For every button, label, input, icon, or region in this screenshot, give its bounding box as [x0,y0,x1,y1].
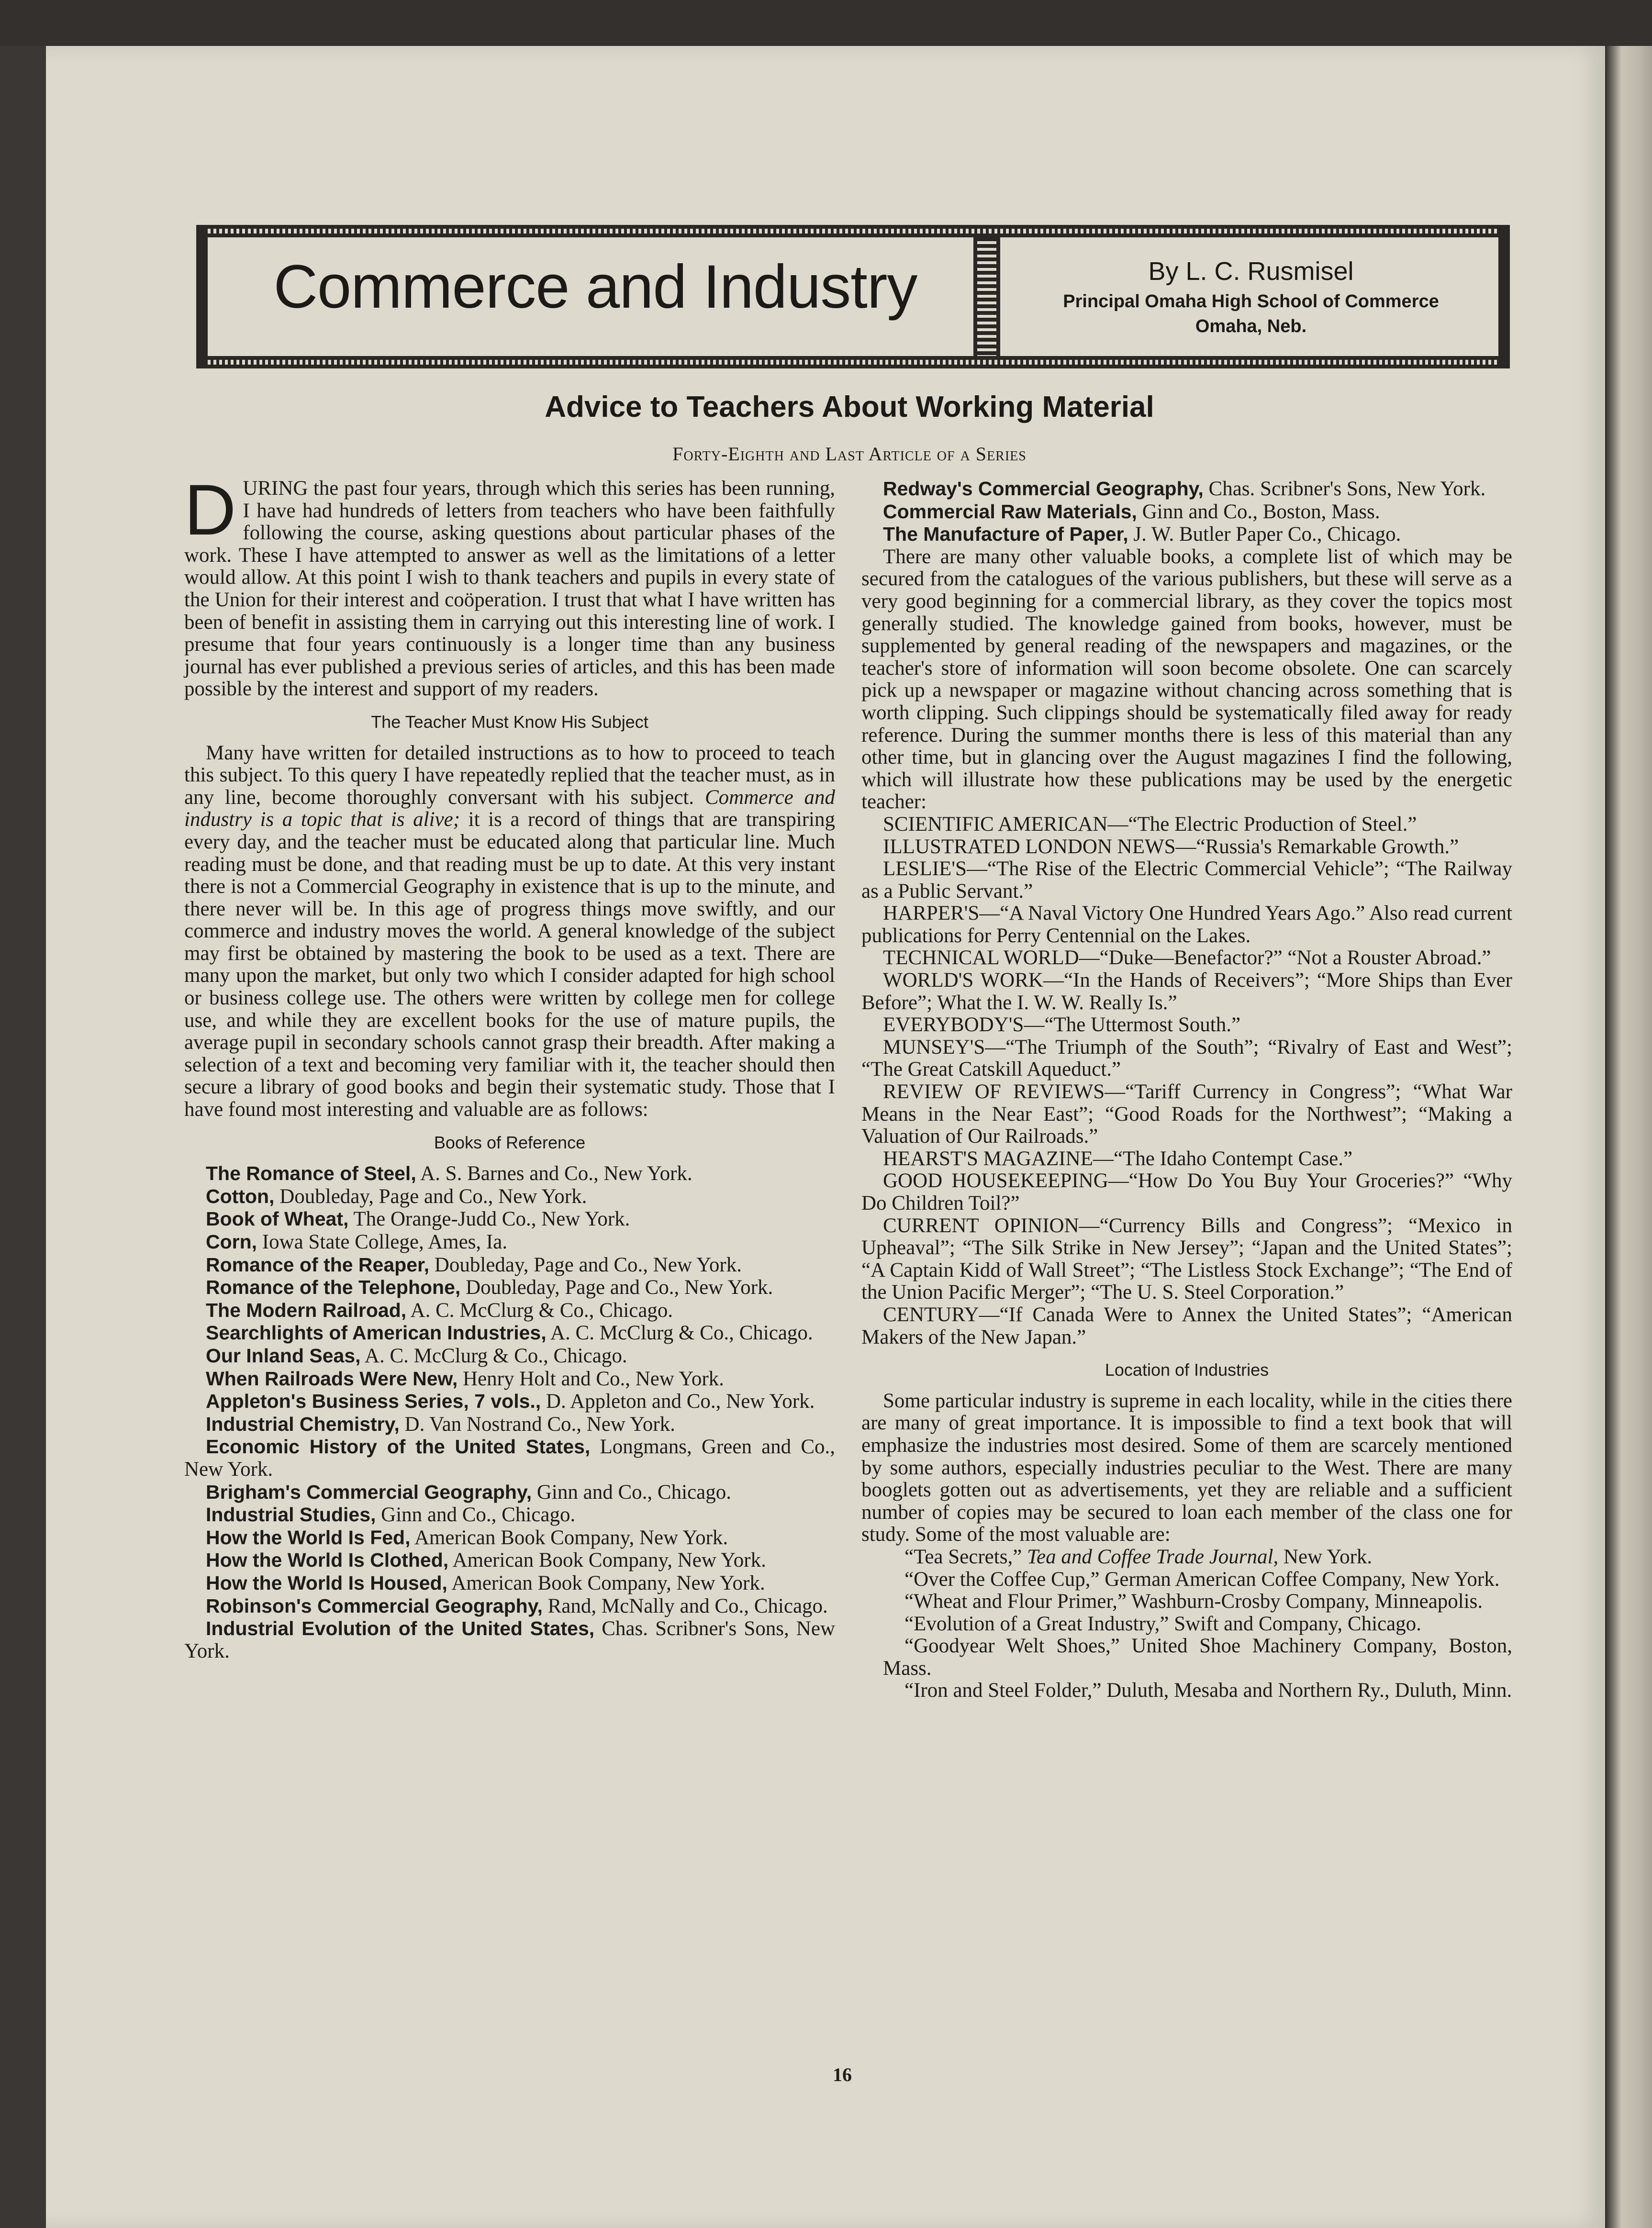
magazine-entry: REVIEW OF REVIEWS—“Tariff Currency in Congress”; “What War Means in the Near East”; “Good Roads for the Northwest”; “Making a Valuation of Our Railroads.” [861,1081,1512,1148]
book-entry [184,1504,835,1526]
book-title: The Manufacture of Paper, [883,523,1128,546]
booklet-list [861,1546,1512,1702]
books-list-right [861,478,1512,546]
book-publisher: Chas. Scribner's Sons, New York. [1203,478,1486,500]
magazine-entry: TECHNICAL WORLD—“Duke—Benefactor?” “Not a Rouster Abroad.” [883,947,1491,969]
book-title: Romance of the Reaper, [206,1253,430,1276]
section-heading-books: Books of Reference [434,1132,586,1152]
book-publisher: A. C. McClurg & Co., Chicago. [406,1299,673,1322]
booklet-text: “Iron and Steel Folder,” Duluth, Mesaba and Northern Ry., Duluth, Minn. [904,1679,1512,1702]
book-title: Industrial Studies, [206,1504,376,1526]
book-title: Cotton, [206,1185,275,1207]
book-title: How the World Is Clothed, [206,1549,449,1571]
next-page-edge [1605,46,1652,2228]
book-entry [184,1345,835,1368]
book-publisher: Doubleday, Page and Co., New York. [460,1276,773,1299]
booklet-text: “Goodyear Welt Shoes,” United Shoe Machinery Company, Boston, Mass. [883,1635,1512,1680]
book-entry [184,1617,835,1662]
magazine-entry: CURRENT OPINION—“Currency Bills and Congress”; “Mexico in Upheaval”; “The Silk Strike in New Jersey”; “Japan and the United States”; “A Captain Kidd of Wall Street”; “The Listless Stock Exchange”; “The End of the Union Pacific Merger”; “The U. S. Steel Corporation.” [861,1214,1512,1304]
book-publisher: Ginn and Co., Chicago. [376,1504,576,1526]
booklet-entry [861,1680,1512,1702]
booklet-entry [861,1546,1512,1569]
book-publisher: D. Appleton and Co., New York. [541,1390,815,1413]
section1-text-b: it is a record of things that are transpiring every day, and the teacher must be educated along that particular line. Much reading must be done, and that reading must be up to date. At this very instant there is not a Commercial Geography in existence that is up to the minute, and there never will be. In this age of progress things move swiftly, and our commerce and industry moves the world. A general knowledge of the subject may first be obtained by mastering the book to be used as a text. There are many upon the market, but only two which I consider adapted for high school or business college use. The others were written by college men for college use, and while they are excellent books for the use of mature pupils, the average pupil in secondary schools cannot grasp their breadth. After making a selection of a text and becoming very familiar with it, the teacher should then secure a library of good books and begin their systematic study. Those that I have found most interesting and valuable are as follows: [184,808,835,1121]
section-banner [196,225,1510,368]
book-entry [184,1254,835,1277]
book-publisher: Rand, McNally and Co., Chicago. [542,1594,828,1617]
book-publisher: A. S. Barnes and Co., New York. [416,1162,692,1185]
section-heading-location: Location of Industries [1105,1360,1269,1380]
author-location: Omaha, Neb. [1195,316,1307,336]
article-subhead: Forty-Eighth and Last Article of a Series [672,443,1027,465]
magazine-entry: HEARST'S MAGAZINE—“The Idaho Contempt Case.” [883,1147,1353,1170]
booklet-italic: Tea and Coffee Trade Journal, [1027,1545,1279,1568]
section1-text-a: Many have written for detailed instructions as to how to proceed to teach this subject. To this query I have repeatedly replied that the teacher must, as in any line, become thoroughly conversant with his subject. [184,741,835,809]
left-column [184,469,836,1662]
book-publisher: Henry Holt and Co., New York. [458,1367,724,1390]
book-title: Searchlights of American Industries, [206,1322,547,1344]
magazine-entry: SCIENTIFIC AMERICAN—“The Electric Production of Steel.” [883,813,1417,836]
book-entry [184,1231,835,1254]
section-title: Commerce and Industry [273,253,917,321]
book-entry [184,1208,835,1231]
booklet-text: “Wheat and Flour Primer,” Washburn-Crosby Company, Minneapolis. [904,1590,1483,1613]
book-entry [184,1436,835,1481]
banner-divider [973,237,1000,356]
book-entry [184,1481,835,1504]
book-entry [184,1572,835,1595]
book-publisher: Ginn and Co., Boston, Mass. [1137,500,1380,523]
booklet-entry [861,1635,1512,1680]
booklet-entry [861,1613,1512,1636]
booklet-text: “Tea Secrets,” [904,1545,1027,1568]
right-column [861,478,1512,1702]
book-title: The Romance of Steel, [206,1162,416,1185]
book-title: Our Inland Seas, [206,1344,361,1367]
booklet-entry [861,1569,1512,1591]
book-title: How the World Is Fed, [206,1526,411,1548]
book-publisher: A. C. McClurg & Co., Chicago. [546,1322,813,1345]
book-title: The Modern Railroad, [206,1299,407,1321]
book-entry [861,523,1512,546]
author-byline: By L. C. Rusmisel [1148,257,1354,286]
books-list-left [184,1162,835,1662]
book-publisher: D. Van Nostrand Co., New York. [399,1413,675,1436]
drop-cap: D [184,469,236,550]
section1-italic: Commerce and industry is a topic that is alive; [184,786,835,831]
book-publisher: Chas. Scribner's Sons, New York. [184,1617,835,1662]
book-title: Book of Wheat, [206,1208,349,1230]
book-entry [184,1390,835,1413]
book-entry [861,478,1512,501]
book-title: Robinson's Commercial Geography, [206,1594,543,1617]
magazine-entry: MUNSEY'S—“The Triumph of the South”; “Rivalry of East and West”; “The Great Catskill Aqueduct.” [861,1036,1512,1081]
scan-background-top [0,0,1652,46]
book-entry [184,1549,835,1572]
page-number: 16 [833,2064,852,2085]
book-title: Corn, [206,1231,257,1253]
book-publisher: Doubleday, Page and Co., New York. [429,1253,742,1276]
book-title: Industrial Chemistry, [206,1413,400,1435]
magazine-list [861,813,1512,1348]
book-publisher: American Book Company, New York. [410,1526,728,1549]
book-title: Industrial Evolution of the United States, [206,1617,595,1640]
book-entry [184,1162,835,1185]
book-title: Romance of the Telephone, [206,1276,461,1299]
book-entry [184,1413,835,1436]
book-entry [184,1595,835,1618]
book-title: Commercial Raw Materials, [883,500,1137,523]
article-headline: Advice to Teachers About Working Material [545,390,1154,423]
book-publisher: American Book Company, New York. [448,1549,766,1572]
book-title: How the World Is Housed, [206,1571,447,1594]
book-publisher: American Book Company, New York. [447,1571,765,1594]
magazine-entry: CENTURY—“If Canada Were to Annex the United States”; “American Makers of the New Japan.” [861,1303,1512,1348]
book-publisher: Longmans, Green and Co., New York. [184,1436,836,1481]
book-publisher: The Orange-Judd Co., New York. [348,1208,630,1231]
book-entry [184,1368,835,1391]
section3-paragraph: Some particular industry is supreme in each locality, while in the cities there are many of great importance. It is impossible to find a text book that will emphasize the industries most desired. Some of them are scarcely mentioned by some authors, especially industries peculiar to the West. There are many booglets gotten out as advertisements, yet they are reliable and a sufficient number of copies may be secured to loan each member of the class one for study. Some of the most valuable are: [861,1389,1512,1546]
book-entry [184,1322,835,1345]
book-title: Brigham's Commercial Geography, [206,1481,532,1503]
intro-text: URING the past four years, through which this series has been running, I have had hundreds of letters from teachers who have been faithfully following the course, asking questions about particular phases of the work. These I have attempted to answer as well as the limitations of a letter would allow. At this point I wish to thank teachers and pupils in every state of the Union for their interest and coöperation. I trust that what I have written has been of benefit in assisting them in carrying out this interesting line of work. I presume that four years continuously is a longer time than any business journal has ever published a previous series of articles, and this has been made possible by the interest and support of my readers. [184,477,835,701]
magazine-entry: GOOD HOUSEKEEPING—“How Do You Buy Your Groceries?” “Why Do Children Toil?” [861,1170,1512,1214]
booklet-rest: New York. [1278,1545,1373,1568]
book-entry [184,1526,835,1549]
book-publisher: A. C. McClurg & Co., Chicago. [360,1344,627,1367]
author-block [1012,256,1490,339]
book-title: Redway's Commercial Geography, [883,478,1204,500]
magazine-entry: EVERYBODY'S—“The Uttermost South.” [883,1014,1241,1036]
booklet-text: “Evolution of a Great Industry,” Swift and Company, Chicago. [904,1612,1421,1635]
book-title: When Railroads Were New, [206,1367,458,1390]
booklet-entry [861,1591,1512,1613]
magazine-entry: WORLD'S WORK—“In the Hands of Receivers”; “More Ships than Ever Before”; What the I. W. W. Really Is.” [861,969,1512,1014]
right-paragraph-1: There are many other valuable books, a complete list of which may be secured from the catalogues of the various publishers, but these will serve as a very good beginning for a commercial library, as they cover the topics most generally studied. The knowledge gained from books, however, must be supplemented by general reading of the newspapers and magazines, or the teacher's store of information will soon become obsolete. One can scarcely pick up a newspaper or magazine without chancing across something that is worth clipping. Such clippings should be systematically filed away for ready reference. During the summer months there is less of this material than any other time, but in glancing over the August magazines I find the following, which will illustrate how these publications may be used by the energetic teacher: [861,545,1512,813]
book-title: Economic History of the United States, [206,1436,591,1458]
book-entry [184,1185,835,1208]
book-entry [184,1299,835,1322]
book-publisher: Doubleday, Page and Co., New York. [274,1185,587,1208]
magazine-entry: HARPER'S—“A Naval Victory One Hundred Years Ago.” Also read current publications for Perry Centennial on the Lakes. [861,902,1512,947]
book-publisher: Iowa State College, Ames, Ia. [257,1231,508,1253]
book-entry [184,1276,835,1299]
book-entry [861,501,1512,524]
author-position: Principal Omaha High School of Commerce [1063,291,1439,312]
section1-paragraph [184,742,835,1121]
section-heading-teacher: The Teacher Must Know His Subject [371,712,648,732]
intro-paragraph [184,469,835,701]
magazine-entry: ILLUSTRATED LONDON NEWS—“Russia's Remarkable Growth.” [883,835,1459,858]
book-title: Appleton's Business Series, 7 vols., [206,1390,541,1413]
book-publisher: Ginn and Co., Chicago. [532,1481,731,1504]
booklet-text: “Over the Coffee Cup,” German American Coffee Company, New York. [904,1568,1500,1591]
magazine-entry: LESLIE'S—“The Rise of the Electric Commercial Vehicle”; “The Railway as a Public Servant.” [861,858,1512,902]
book-publisher: J. W. Butler Paper Co., Chicago. [1128,523,1401,546]
